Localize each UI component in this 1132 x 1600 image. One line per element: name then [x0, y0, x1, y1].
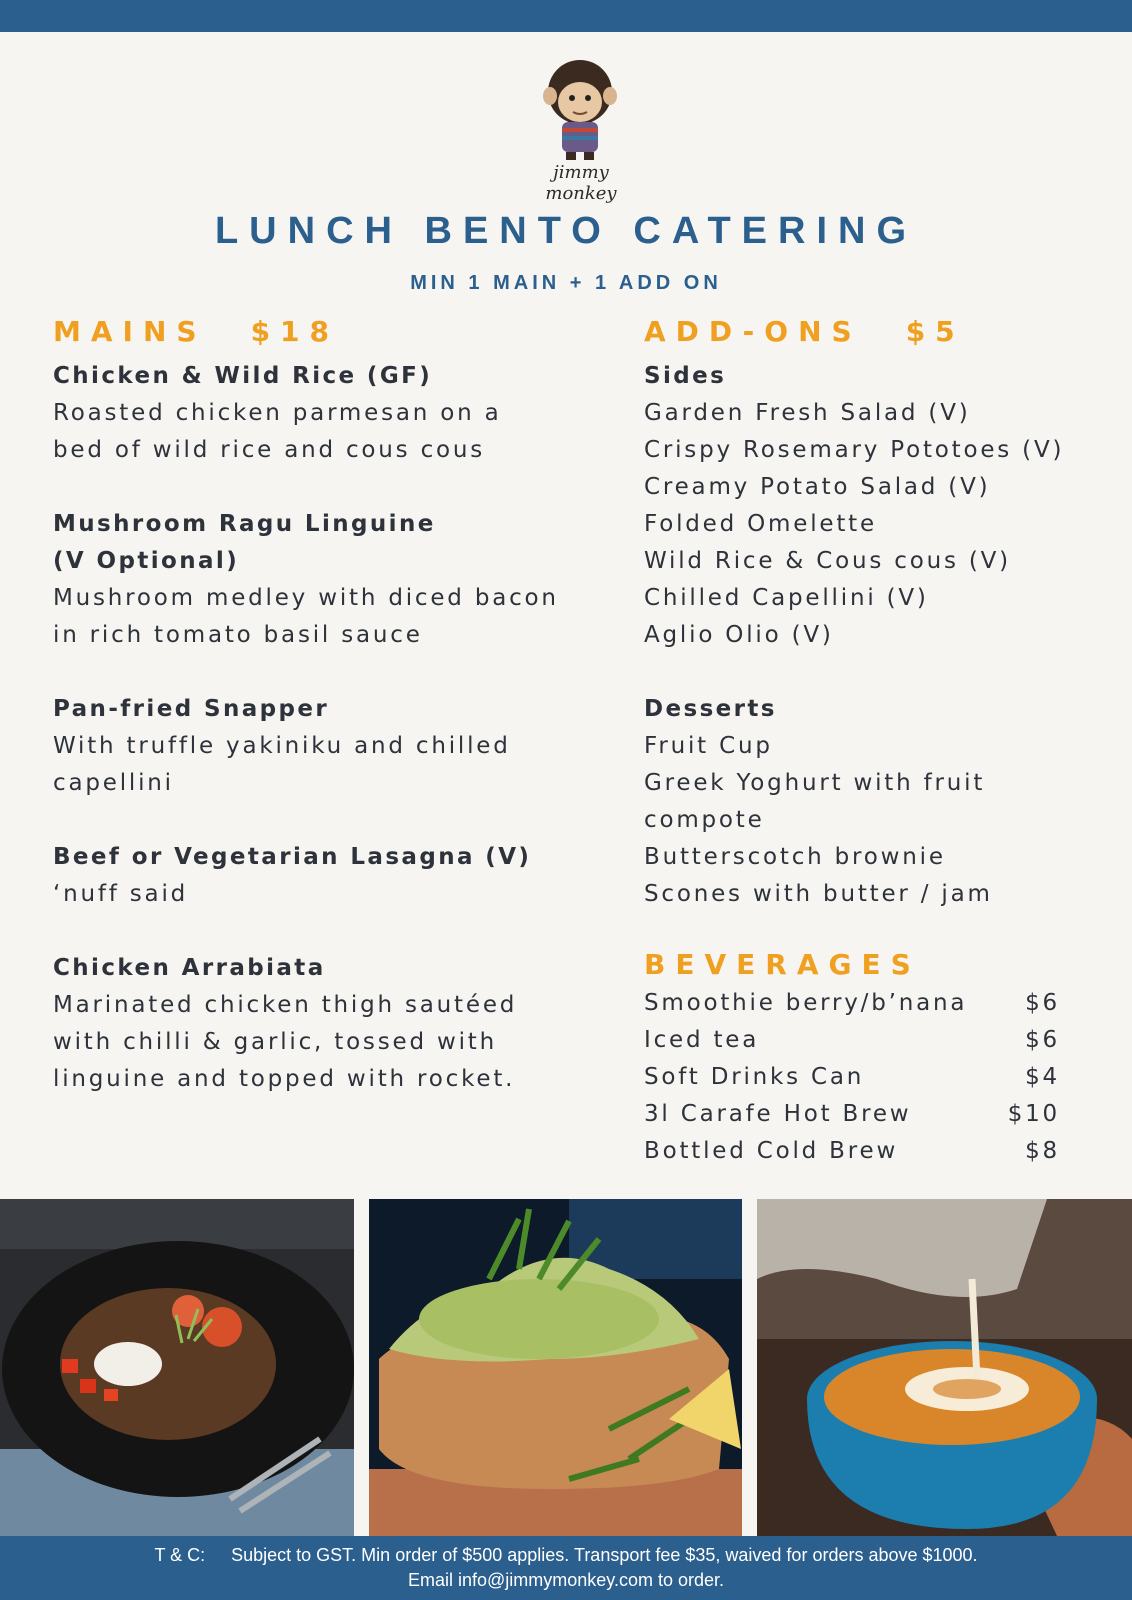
beverage-item [644, 985, 1114, 1022]
desserts-group [644, 691, 1114, 913]
main-item-desc: With truffle yakiniku and chilled capellini [53, 733, 511, 796]
beverage-name: Iced tea [644, 1027, 760, 1053]
main-item-name: Chicken & Wild Rice (GF) [53, 363, 433, 389]
beverage-item [644, 1022, 1114, 1059]
main-item [53, 358, 613, 469]
side-item: Wild Rice & Cous cous (V) [644, 548, 1011, 574]
beverage-item [644, 1133, 1114, 1170]
side-item: Folded Omelette [644, 511, 877, 537]
beverage-price: $6 [1025, 1027, 1060, 1053]
beverage-price: $8 [1025, 1138, 1060, 1164]
addons-price: $5 [905, 315, 965, 348]
addons-heading-label: ADD-ONS [644, 315, 862, 348]
dessert-item: Butterscotch brownie [644, 844, 946, 870]
terms-text: Subject to GST. Min order of $500 applies. Transport fee $35, waived for orders above $1000. [231, 1545, 978, 1565]
page-title: LUNCH BENTO CATERING [214, 210, 918, 252]
brand-logo [516, 56, 646, 204]
dessert-item: Greek Yoghurt with fruit compote [644, 770, 986, 833]
beverage-name: Soft Drinks Can [644, 1064, 865, 1090]
beverage-item [644, 1096, 1114, 1133]
main-item [53, 691, 613, 802]
beverage-price: $10 [1007, 1101, 1060, 1127]
main-item-desc: Roasted chicken parmesan on a bed of wild rice and cous cous [53, 400, 502, 463]
beverage-price: $4 [1025, 1064, 1060, 1090]
main-item [53, 950, 613, 1098]
beverage-name: 3l Carafe Hot Brew [644, 1101, 912, 1127]
addons-list [644, 358, 1114, 913]
beverages-list [644, 985, 1114, 1170]
main-item [53, 506, 613, 654]
main-item-desc: Mushroom medley with diced bacon in rich tomato basil sauce [53, 585, 559, 648]
side-item: Aglio Olio (V) [644, 622, 834, 648]
brand-logo-text: jimmy monkey [545, 162, 617, 204]
main-item [53, 839, 613, 913]
main-item-name: Mushroom Ragu Linguine (V Optional) [53, 511, 436, 574]
side-item: Creamy Potato Salad (V) [644, 474, 991, 500]
avocado-toast-photo [369, 1199, 742, 1536]
mains-heading [53, 312, 613, 352]
contact-line: Email info@jimmymonkey.com to order. [407, 1570, 725, 1590]
sides-title: Sides [644, 363, 727, 389]
mains-list [53, 358, 613, 1098]
page-subtitle: MIN 1 MAIN + 1 ADD ON [410, 272, 722, 294]
beverage-item [644, 1059, 1114, 1096]
side-item: Garden Fresh Salad (V) [644, 400, 971, 426]
mains-section [53, 312, 613, 1098]
photo-strip [0, 1199, 1132, 1536]
side-item: Crispy Rosemary Pototoes (V) [644, 437, 1065, 463]
mains-price: $18 [250, 315, 340, 348]
terms-label: T & C: [154, 1545, 206, 1565]
monkey-mascot-icon [540, 56, 620, 160]
addons-heading [644, 312, 1114, 352]
main-item-name: Pan-fried Snapper [53, 696, 330, 722]
top-banner-bar [0, 0, 1132, 32]
beverage-price: $6 [1025, 990, 1060, 1016]
latte-art-photo [757, 1199, 1132, 1536]
desserts-title: Desserts [644, 696, 777, 722]
main-item-desc: Marinated chicken thigh sautéed with chilli & garlic, tossed with linguine and topped with rocket. [53, 992, 518, 1092]
main-item-name: Beef or Vegetarian Lasagna (V) [53, 844, 532, 870]
mains-heading-label: MAINS [53, 315, 207, 348]
side-item: Chilled Capellini (V) [644, 585, 929, 611]
terms-footer [0, 1536, 1132, 1600]
main-item-name: Chicken Arrabiata [53, 955, 326, 981]
chicken-rice-bowl-photo [0, 1199, 354, 1536]
terms-line [0, 1545, 1132, 1566]
beverage-name: Bottled Cold Brew [644, 1138, 899, 1164]
main-item-desc: ‘nuff said [53, 881, 189, 907]
addons-section [644, 312, 1114, 1170]
dessert-item: Scones with butter / jam [644, 881, 993, 907]
beverage-name: Smoothie berry/b’nana [644, 990, 968, 1016]
beverages-heading: BEVERAGES [644, 948, 921, 981]
dessert-item: Fruit Cup [644, 733, 773, 759]
